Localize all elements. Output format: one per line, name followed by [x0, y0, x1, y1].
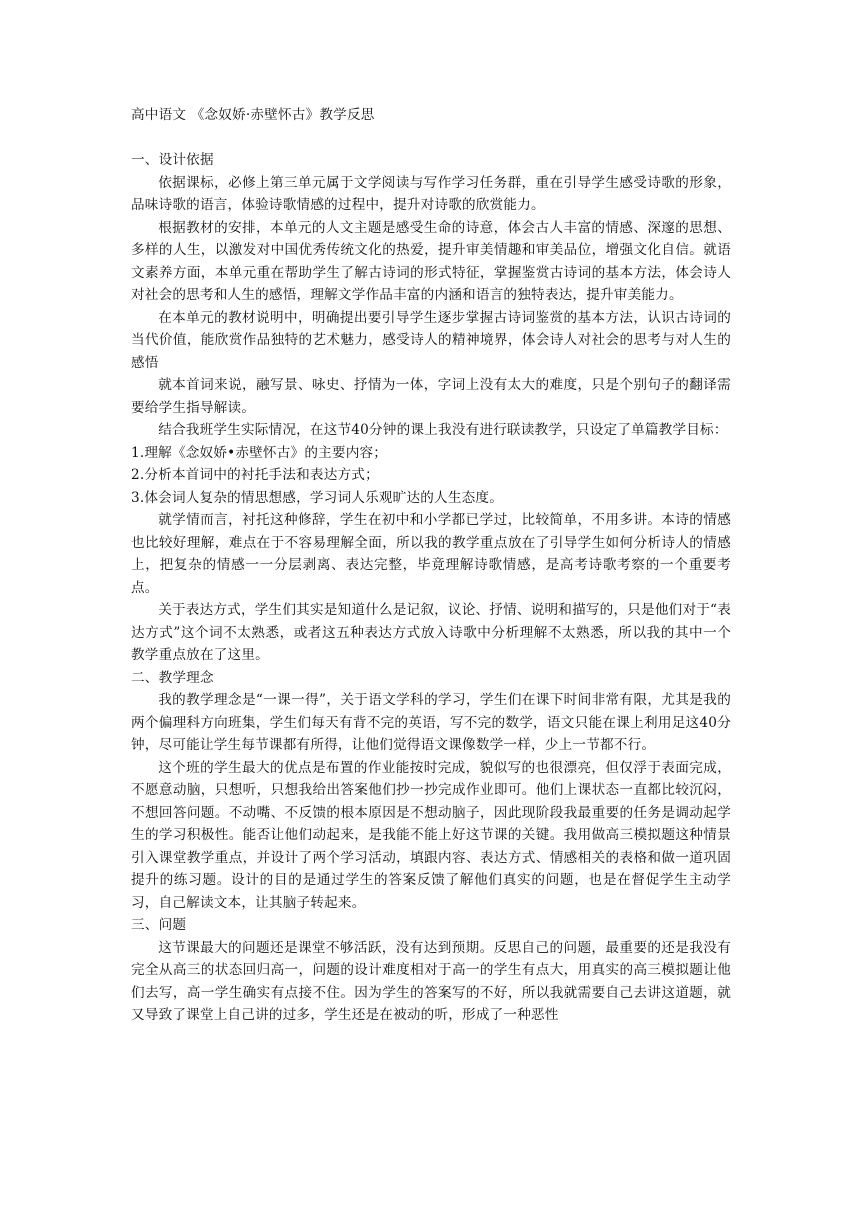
list-item: 2.分析本首词中的衬托手法和表达方式；: [131, 467, 379, 483]
paragraph: 就学情而言，衬托这种修辞，学生在初中和小学都已学过，比较简单，不用多讲。本诗的情感也比较好理解，难点在于不容易理解全面，所以我的教学重点放在了引导学生如何分析诗人的情感上，把复杂的情感一一分层剥离、表达完整，毕竟理解诗歌情感，是高考诗歌考察的一个重要考点。: [131, 512, 731, 596]
paragraph: 根据教材的安排，本单元的人文主题是感受生命的诗意，体会古人丰富的情感、深邃的思想、多样的人生，以激发对中国优秀传统文化的热爱，提升审美情趣和审美品位，增强文化自信。就语文素养方面，本单元重在帮助学生了解古诗词的形式特征，掌握鉴赏古诗词的基本方法，体会诗人对社会的思考和人生的感悟，理解文学作品丰富的内涵和语言的独特表达，提升审美能力。: [131, 219, 731, 303]
paragraph: 就本首词来说，融写景、咏史、抒情为一体，字词上没有太大的难度，只是个别句子的翻译需要给学生指导解读。: [131, 377, 731, 416]
section-heading-problems: 三、问题: [131, 917, 187, 933]
section-heading-teaching-philosophy: 二、教学理念: [131, 669, 214, 686]
list-item: 1.理解《念奴娇•赤壁怀古》的主要内容；: [131, 444, 388, 461]
paragraph: 结合我班学生实际情况，在这节40分钟的课上我没有进行联读教学，只设定了单篇教学目标：: [158, 422, 728, 438]
paragraph: 关于表达方式，学生们其实是知道什么是记叙，议论、抒情、说明和描写的，只是他们对于“表达方式”这个词不太熟悉，或者这五种表达方式放入诗歌中分析理解不太熟悉，所以我的其中一个教学重点放在了这里。: [131, 602, 731, 663]
paragraph: 在本单元的教材说明中，明确提出要引导学生逐步掌握古诗词鉴赏的基本方法，认识古诗词的当代价值，能欣赏作品独特的艺术魅力，感受诗人的精神境界，体会诗人对社会的思考与对人生的感悟: [131, 309, 731, 371]
document-title: 高中语文 《念奴娇·赤壁怀古》教学反思: [131, 107, 375, 123]
list-item: 3.体会词人复杂的情思想感，学习词人乐观旷达的人生态度。: [131, 489, 504, 506]
paragraph: 这个班的学生最大的优点是布置的作业能按时完成，貌似写的也很漂亮，但仅浮于表面完成，不愿意动脑，只想听，只想我给出答案他们抄一抄完成作业即可。他们上课状态一直都比较沉闷，不想回答问题。不动嘴、不反馈的根本原因是不想动脑子，因此现阶段我最重要的任务是调动起学生的学习积极性。能否让他们动起来，是我能不能上好这节课的关键。我用做高三模拟题这种情景引入课堂教学重点，并设计了两个学习活动，填跟内容、表达方式、情感相关的表格和做一道巩固提升的练习题。设计的目的是通过学生的答案反馈了解他们真实的问题，也是在督促学生主动学习，自己解读文本，让其脑子转起来。: [131, 759, 731, 911]
paragraph: 依据课标，必修上第三单元属于文学阅读与写作学习任务群，重在引导学生感受诗歌的形象，品味诗歌的语言，体验诗歌情感的过程中，提升对诗歌的欣赏能力。: [131, 174, 731, 213]
paragraph: 我的教学理念是“一课一得”，关于语文学科的学习，学生们在课下时间非常有限，尤其是我的两个偏理科方向班集，学生们每天有背不完的英语，写不完的数学，语文只能在课上利用足这40分钟，尽可能让学生每节课都有所得，让他们觉得语文课像数学一样，少上一节都不行。: [131, 692, 731, 753]
section-heading-design-basis: 一、设计依据: [131, 152, 214, 168]
paragraph: 这节课最大的问题还是课堂不够活跃，没有达到预期。反思自己的问题，最重要的还是我没有完全从高三的状态回归高一，问题的设计难度相对于高一的学生有点大，用真实的高三模拟题让他们去写，高一学生确实有点接不住。因为学生的答案写的不好，所以我就需要自己去讲这道题，就又导致了课堂上自己讲的过多，学生还是在被动的听，形成了一种恶性: [131, 939, 731, 1023]
document-page: [131, 104, 731, 1027]
